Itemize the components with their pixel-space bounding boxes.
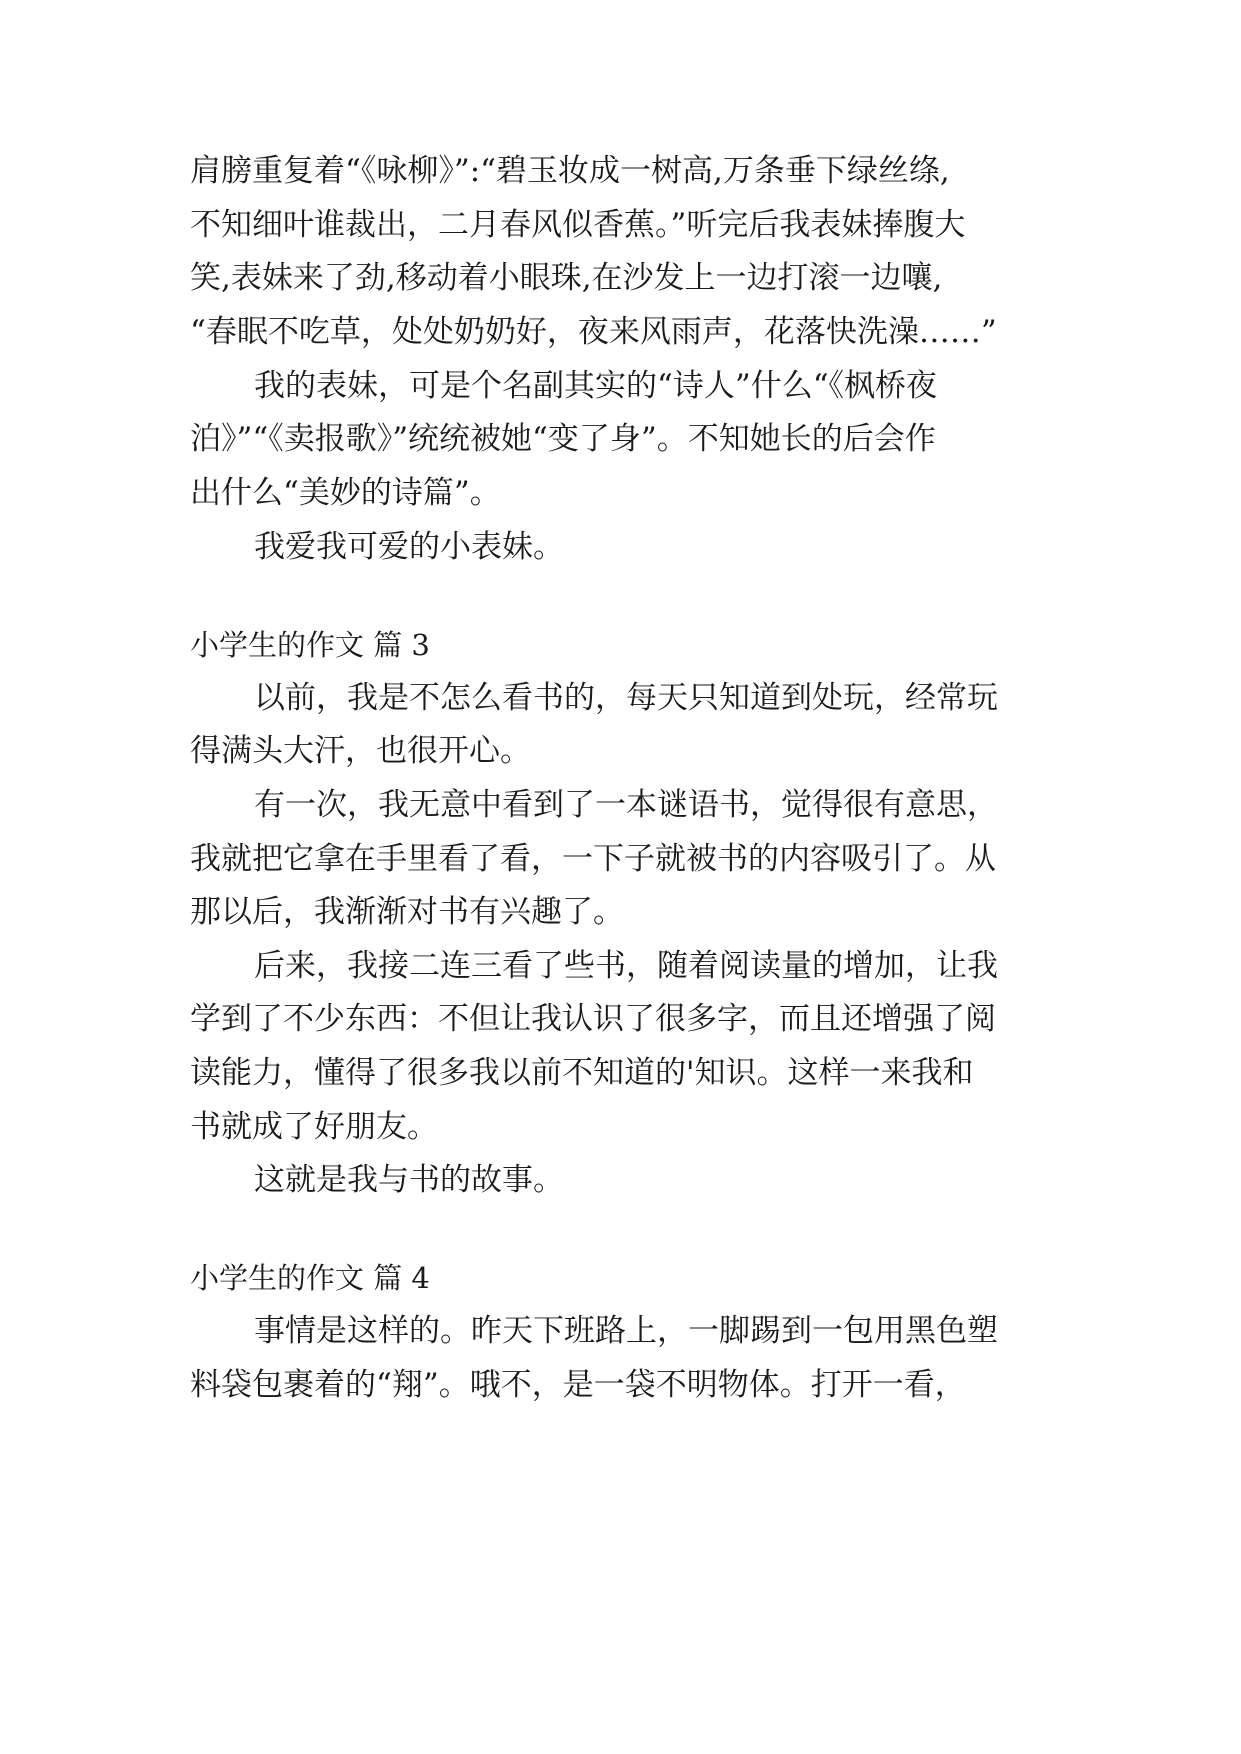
section-title: 小学生的作文 篇 4 <box>190 1261 430 1295</box>
paragraph-line: 我爱我可爱的小表妹。 <box>254 529 564 565</box>
paragraph-line: 后来，我接二连三看了些书，随着阅读量的增加，让我 <box>254 948 998 984</box>
paragraph-line: 笑,表妹来了劲,移动着小眼珠,在沙发上一边打滚一边嚷, <box>190 260 943 296</box>
paragraph-line: 出什么“美妙的诗篇”。 <box>190 475 501 511</box>
paragraph-line: 读能力，懂得了很多我以前不知道的'知识。这样一来我和 <box>190 1055 974 1091</box>
paragraph-line: 不知细叶谁裁出，二月春风似香蕉。”听完后我表妹捧腹大 <box>190 207 966 243</box>
paragraph-line: “春眠不吃草，处处奶奶好，夜来风雨声，花落快洗澡……” <box>190 314 997 350</box>
paragraph-line: 得满头大汗，也很开心。 <box>190 733 531 769</box>
paragraph-line: 泊》”“《卖报歌》”统统被她“变了身”。不知她长的后会作 <box>190 421 936 457</box>
paragraph-line: 书就成了好朋友。 <box>190 1109 438 1145</box>
paragraph-line: 这就是我与书的故事。 <box>254 1162 564 1198</box>
paragraph-line: 以前，我是不怎么看书的，每天只知道到处玩，经常玩 <box>254 680 998 716</box>
paragraph-line: 肩膀重复着“《咏柳》”:“碧玉妆成一树高,万条垂下绿丝绦, <box>190 153 950 189</box>
paragraph-line: 事情是这样的。昨天下班路上，一脚踢到一包用黑色塑 <box>254 1313 998 1349</box>
paragraph-line: 学到了不少东西：不但让我认识了很多字，而且还增强了阅 <box>190 1001 996 1037</box>
paragraph-line: 我的表妹，可是个名副其实的“诗人”什么“《枫桥夜 <box>254 368 938 404</box>
paragraph-line: 料袋包裹着的“翔”。哦不，是一袋不明物体。打开一看， <box>190 1367 966 1403</box>
paragraph-line: 那以后，我渐渐对书有兴趣了。 <box>190 894 624 930</box>
paragraph-line: 我就把它拿在手里看了看，一下子就被书的内容吸引了。从 <box>190 841 996 877</box>
section-title: 小学生的作文 篇 3 <box>190 628 430 662</box>
paragraph-line: 有一次，我无意中看到了一本谜语书，觉得很有意思， <box>254 787 998 823</box>
